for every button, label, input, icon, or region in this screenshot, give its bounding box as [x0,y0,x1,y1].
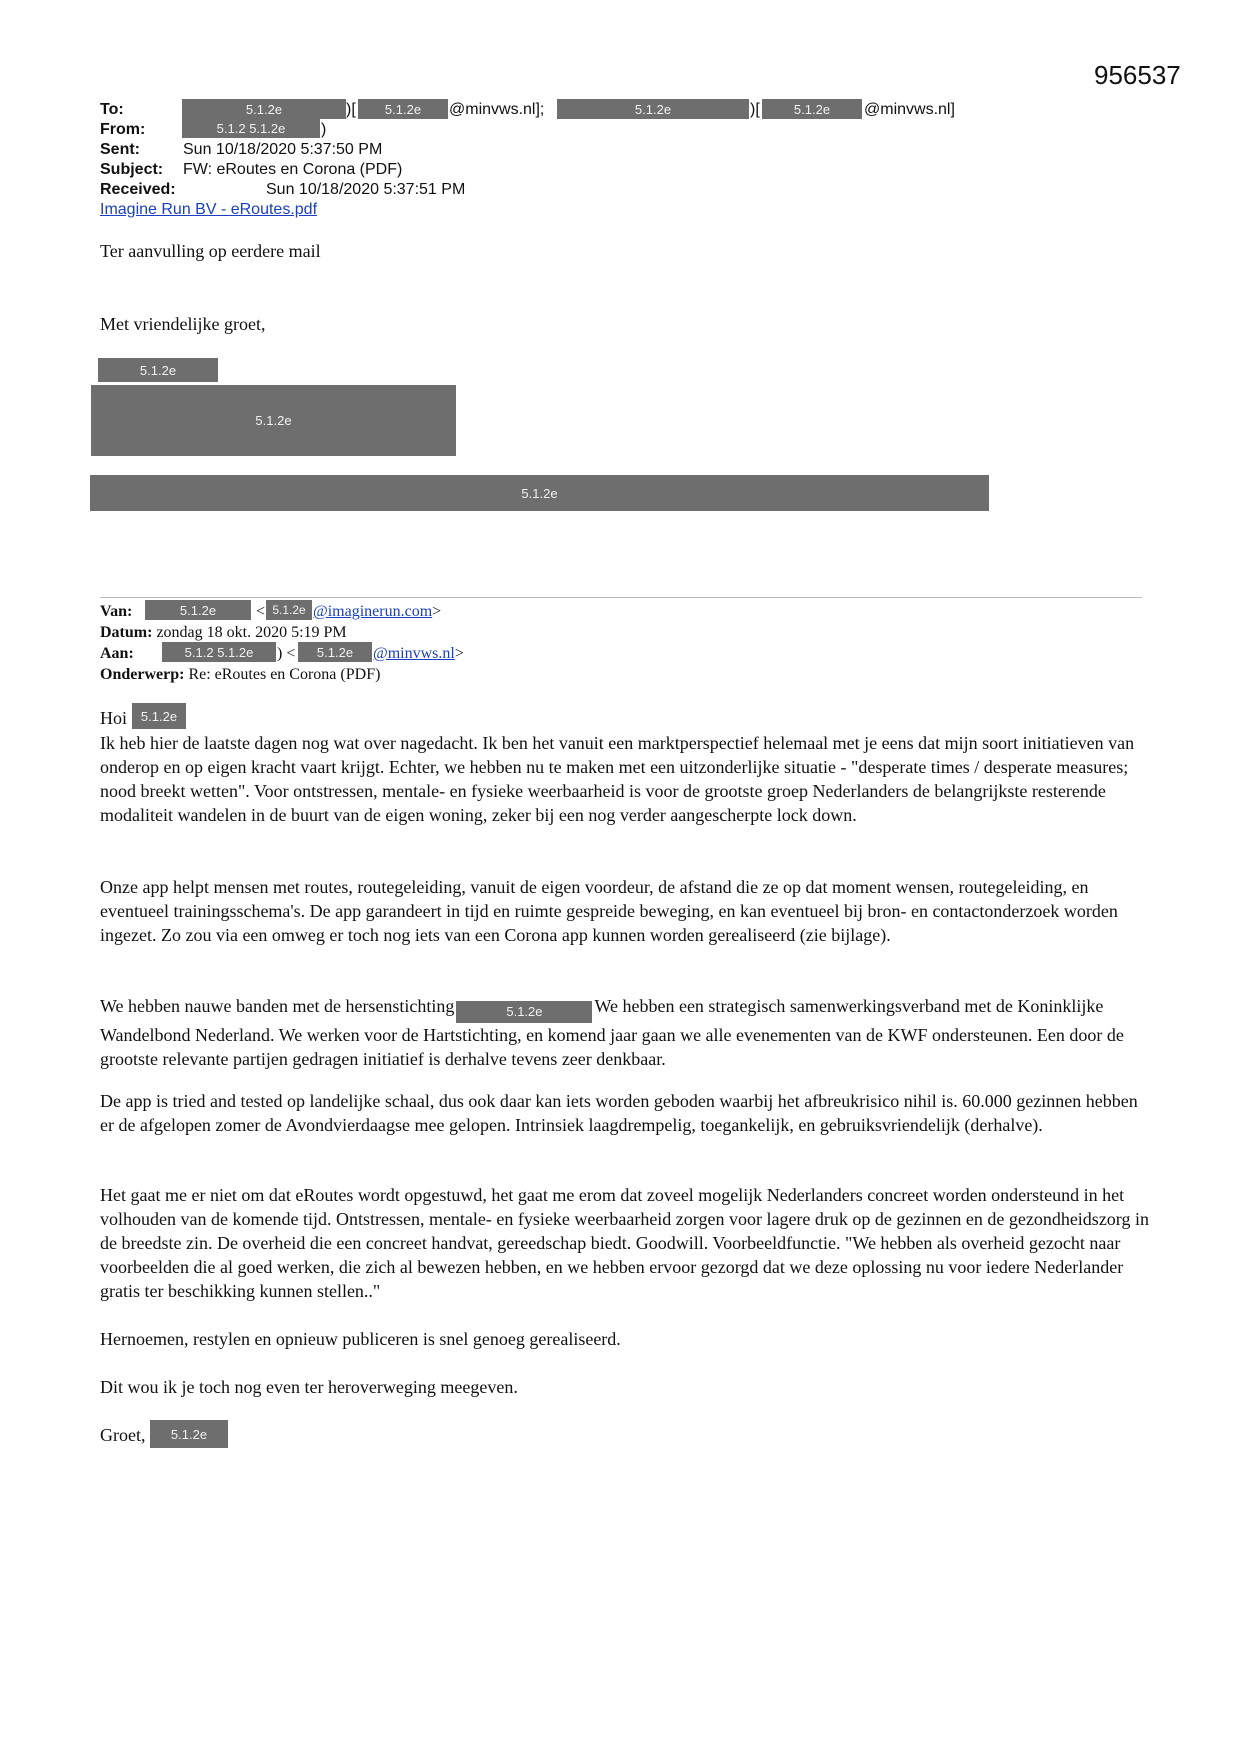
van-gt: > [432,603,442,620]
redacted-signature-block: 5.1.2e [91,385,456,456]
paragraph-2: Onze app helpt mensen met routes, routegeleiding, vanuit de eigen voordeur, de afstand die ze op dat moment wensen, routegeleiding, en eventueel trainingsschema's. De app garandeert in tijd en ruimte gespreide beweging, en kan eventueel bij bron- en contactonderzoek worden ingezet. Zo zou via een omweg er toch nog iets van een Corona app kunnen worden gerealiseerd (zie bijlage). [100,877,1118,945]
redacted-aan-user: 5.1.2e [298,642,372,662]
paragraph-1: Ik heb hier de laatste dagen nog wat over nagedacht. Ik ben het vanuit een marktperspectief helemaal met je eens dat mijn soort initiatieven van onderop en op eigen kracht vaart krijgt. Echter, we hebben nu te maken met een uitzonderlijke situatie - "desperate times / desperate measures; nood breekt wetten". Voor ontstressen, mentale- en fysieke weerbaarheid is voor de grootste groep Nederlanders de belangrijkste resterende modaliteit wandelen in de buurt van de eigen woning, zeker bij een nog verder aangescherpte lock down. [100,733,1135,825]
paragraph-6: Dit wou ik je toch nog even ter heroverweging meegeven. [100,1377,518,1397]
datum-line [100,624,347,642]
aan-label: Aan: [100,645,134,662]
redacted-signature-banner: 5.1.2e [90,475,989,511]
onderwerp-line [100,666,380,684]
to-bracket-1: )[ [346,101,356,118]
paragraph-3-start: We hebben nauwe banden met de hersenstichting [100,996,455,1016]
redacted-to-name-2: 5.1.2e [557,99,749,119]
closing: Groet, [100,1425,146,1445]
sent-label: Sent: [100,141,140,158]
from-label: From: [100,121,146,138]
aan-domain-link[interactable]: @minvws.nl [373,645,455,662]
redaction-code-c: 5.1.2 [184,644,214,660]
subject-value: FW: eRoutes en Corona (PDF) [183,161,403,178]
redacted-sender-name: 5.1.2e [150,1420,228,1448]
redacted-from-name [182,119,320,138]
to-domain-2: @minvws.nl] [864,101,955,118]
aan-gt: > [454,645,464,662]
van-email [313,603,441,621]
van-label: Van: [100,603,133,620]
to-domain-1: @minvws.nl]; [449,101,545,118]
redaction-code-a: 5.1.2 [216,121,246,136]
received-value: Sun 10/18/2020 5:37:51 PM [266,181,466,198]
paragraph-5: Het gaat me er niet om dat eRoutes wordt opgestuwd, het gaat me erom dat zoveel mogelijk Nederlanders concreet worden ondersteund in het volhouden van de komende tijd. Ontstressen, mentale- en fysieke weerbaarheid zorgen voor lagere druk op de gezinnen en de gezondheidszorg in de breedste zin. De overheid die een concreet handvat, gereedschap biedt. Goodwill. Voorbeeldfunctie. "We hebben als overheid gezocht naar voorbeelden die al goed werken, die zich al bewezen hebben, en we hebben ervoor gezorgd dat we deze oplossing nu voor iedere Nederlander gratis ter beschikking kunnen stellen.." [100,1185,1149,1301]
salutation: Hoi [100,708,127,728]
sent-value: Sun 10/18/2020 5:37:50 PM [183,141,383,158]
datum-label: Datum: [100,624,153,641]
from-paren: ) [321,121,327,138]
attachment-link[interactable]: Imagine Run BV - eRoutes.pdf [100,201,318,218]
paragraph-5b: Hernoemen, restylen en opnieuw publiceren is snel genoeg gerealiseerd. [100,1329,621,1349]
aan-paren: ) < [277,645,296,662]
redacted-aan-name [162,642,276,662]
forward-greeting: Met vriendelijke groet, [100,314,266,334]
document-number: 956537 [1094,60,1181,90]
redacted-recipient-firstname: 5.1.2e [132,703,186,729]
aan-email [373,645,464,663]
redacted-to-user-1: 5.1.2e [358,99,448,119]
redacted-to-user-2: 5.1.2e [762,99,862,119]
onderwerp-label: Onderwerp: [100,666,185,683]
aan-line [100,645,134,663]
van-lt: < [256,603,266,620]
to-label: To: [100,101,124,118]
onderwerp-value: Re: eRoutes en Corona (PDF) [188,666,381,683]
forward-line: Ter aanvulling op eerdere mail [100,241,321,261]
message-separator [100,597,1142,598]
paragraph-3-rest: We hebben een strategisch samenwerkingsverband met de Koninklijke Wandelbond Nederland. We werken voor de Hartstichting, en komend jaar gaan we alle evenementen van de KWF ondersteunen. Een door de grootste relevante partijen gedragen initiatief is derhalve tevens zeer denkbaar. [100,996,1124,1069]
redacted-hersenstichting: 5.1.2e [456,1001,592,1023]
subject-label: Subject: [100,161,164,178]
datum-value: zondag 18 okt. 2020 5:19 PM [156,624,347,641]
redacted-signature-name: 5.1.2e [98,358,218,382]
to-bracket-2: )[ [750,101,760,118]
received-label: Received: [100,181,176,198]
van-domain-link[interactable]: @imaginerun.com [313,603,433,620]
redaction-code-b: 5.1.2e [249,121,286,136]
redaction-code-d: 5.1.2e [217,644,254,660]
paragraph-3 [100,994,1150,1071]
redacted-van-name: 5.1.2e [145,600,251,620]
van-line [100,603,132,621]
redacted-van-user: 5.1.2e [266,600,312,620]
paragraph-4: De app is tried and tested op landelijke schaal, dus ook daar kan iets worden geboden waarbij het afbreukrisico nihil is. 60.000 gezinnen hebben er de afgelopen zomer de Avondvierdaagse mee gelopen. Intrinsiek laagdrempelig, toegankelijk, en gebruiksvriendelijk (derhalve). [100,1091,1138,1135]
redacted-to-name-1: 5.1.2e [182,99,346,119]
